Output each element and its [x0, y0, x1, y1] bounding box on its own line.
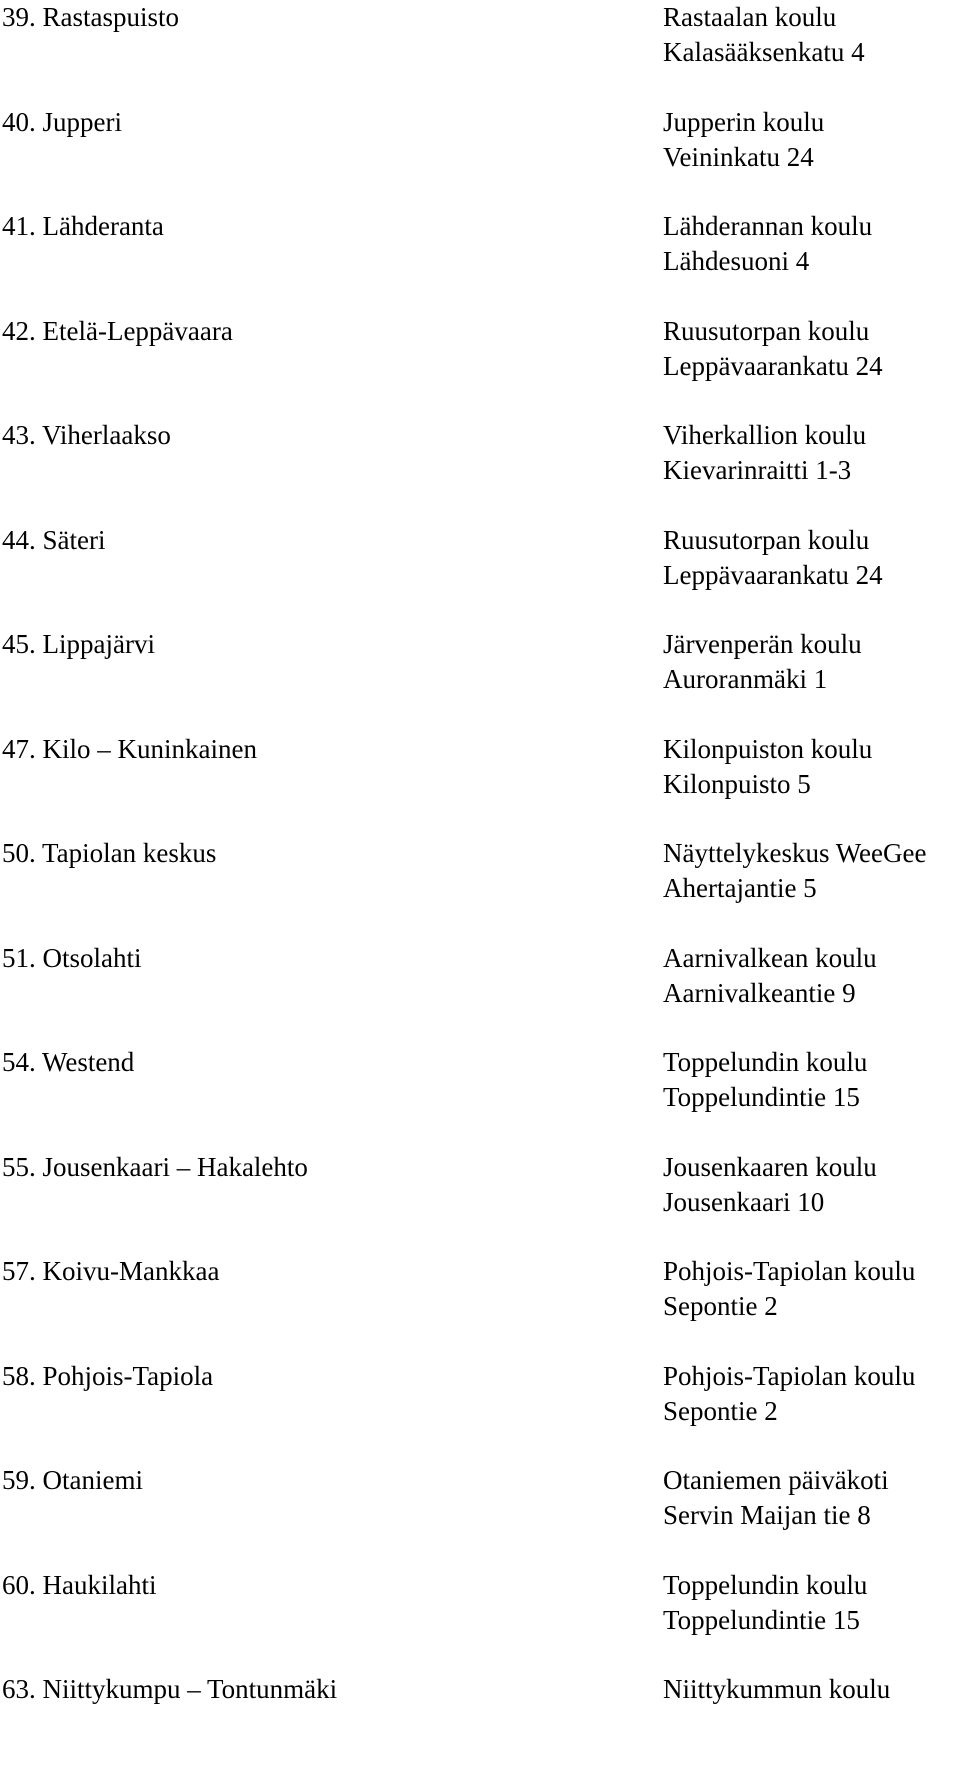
list-item [0, 627, 960, 731]
area-name: 41. Lähderanta [2, 211, 164, 241]
school-address: Sepontie 2 [663, 1395, 778, 1426]
list-item [0, 1150, 960, 1254]
area-name: 40. Jupperi [2, 106, 122, 137]
area-name: 44. Säteri [2, 524, 106, 555]
list-item [0, 836, 960, 940]
school-name: Toppelundin koulu [663, 1569, 868, 1600]
school-address: Kilonpuisto 5 [663, 768, 811, 799]
list-item [0, 105, 960, 209]
area-name: 42. Etelä-Leppävaara [2, 315, 233, 346]
school-address: Kievarinraitti 1-3 [663, 455, 852, 485]
area-name: 50. Tapiolan keskus [2, 838, 217, 868]
school-name: Ruusutorpan koulu [663, 315, 870, 346]
school-address: Toppelundintie 15 [663, 1082, 860, 1112]
school-address: Sepontie 2 [663, 1291, 778, 1321]
school-name: Pohjois-Tapiolan koulu [663, 1256, 916, 1286]
school-name: Niittykummun koulu [663, 1674, 891, 1704]
list-item [0, 1672, 960, 1776]
school-name: Pohjois-Tapiolan koulu [663, 1360, 916, 1391]
list-item [0, 1254, 960, 1358]
list-item [0, 1568, 960, 1672]
list-item [0, 418, 960, 522]
list-item [0, 732, 960, 836]
list-item [0, 523, 960, 627]
area-name: 60. Haukilahti [2, 1569, 157, 1600]
area-name: 39. Rastaspuisto [2, 2, 180, 32]
area-name: 63. Niittykumpu – Tontunmäki [2, 1674, 338, 1704]
school-name: Jousenkaaren koulu [663, 1151, 877, 1182]
area-name: 47. Kilo – Kuninkainen [2, 733, 257, 764]
school-address: Leppävaarankatu 24 [663, 350, 883, 381]
school-name: Viherkallion koulu [663, 420, 867, 450]
school-address: Kalasääksenkatu 4 [663, 37, 865, 67]
school-address: Ahertajantie 5 [663, 873, 817, 903]
list-item [0, 1463, 960, 1567]
school-name: Rastaalan koulu [663, 2, 837, 32]
school-address: Auroranmäki 1 [663, 664, 828, 694]
list-item [0, 941, 960, 1045]
school-name: Järvenperän koulu [663, 629, 862, 659]
school-name: Ruusutorpan koulu [663, 524, 870, 555]
school-name: Toppelundin koulu [663, 1047, 868, 1077]
school-address: Leppävaarankatu 24 [663, 559, 883, 590]
school-name: Näyttelykeskus WeeGee [663, 838, 927, 868]
area-name: 58. Pohjois-Tapiola [2, 1360, 214, 1391]
school-name: Otaniemen päiväkoti [663, 1465, 889, 1495]
school-name: Lähderannan koulu [663, 211, 873, 241]
list-item [0, 209, 960, 313]
list-item [0, 0, 960, 104]
school-address: Aarnivalkeantie 9 [663, 977, 856, 1008]
school-name: Aarnivalkean koulu [663, 942, 877, 973]
area-name: 55. Jousenkaari – Hakalehto [2, 1151, 308, 1182]
school-address: Veininkatu 24 [663, 141, 814, 172]
list-item [0, 1045, 960, 1149]
school-name: Kilonpuiston koulu [663, 733, 873, 764]
school-address: Lähdesuoni 4 [663, 246, 810, 276]
area-name: 51. Otsolahti [2, 942, 142, 973]
area-name: 54. Westend [2, 1047, 135, 1077]
list-item [0, 314, 960, 418]
area-name: 57. Koivu-Mankkaa [2, 1256, 220, 1286]
area-name: 45. Lippajärvi [2, 629, 155, 659]
area-name: 59. Otaniemi [2, 1465, 143, 1495]
school-address: Jousenkaari 10 [663, 1186, 825, 1217]
area-name: 43. Viherlaakso [2, 420, 171, 450]
list-item [0, 1359, 960, 1463]
school-address: Toppelundintie 15 [663, 1604, 860, 1635]
school-name: Jupperin koulu [663, 106, 825, 137]
school-address: Servin Maijan tie 8 [663, 1500, 871, 1530]
